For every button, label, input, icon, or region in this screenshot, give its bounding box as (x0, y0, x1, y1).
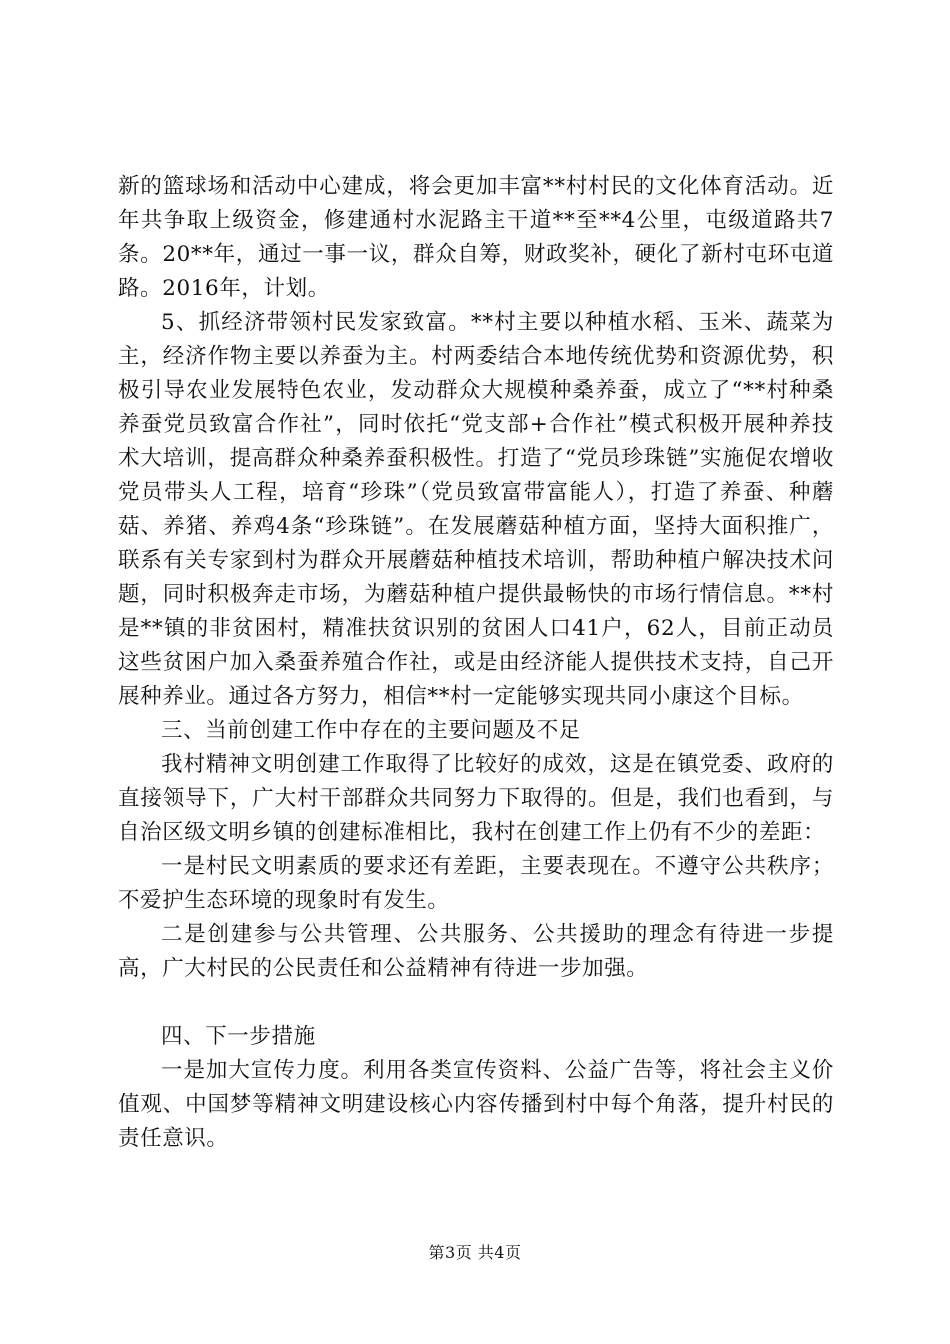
paragraph-continuation: 新的篮球场和活动中心建成，将会更加丰富**村村民的文化体育活动。近年共争取上级资金，修建通村水泥路主干道**至**4公里，屯级道路共7条。20**年，通过一事一议，群众自筹，财政奖补，硬化了新村屯环屯道路。2016年，计划。 (118, 174, 834, 301)
paragraph-section-3-intro: 我村精神文明创建工作取得了比较好的成效，这是在镇党委、政府的直接领导下，广大村干部群众共同努力下取得的。但是，我们也看到，与自治区级文明乡镇的创建标准相比，我村在创建工作上仍有不少的差距： (118, 752, 834, 845)
document-body (118, 170, 834, 1156)
section-heading-3: 三、当前创建工作中存在的主要问题及不足 (161, 718, 581, 743)
paragraph-problem-1: 一是村民文明素质的要求还有差距，主要表现在。不遵守公共秩序；不爱护生态环境的现象时有发生。 (118, 854, 834, 913)
paragraph-problem-2: 二是创建参与公共管理、公共服务、公共援助的理念有待进一步提高，广大村民的公民责任和公益精神有待进一步加强。 (118, 922, 834, 981)
section-heading-4: 四、下一步措施 (161, 1024, 316, 1049)
page-number-footer: 第3页 共4页 (428, 1243, 522, 1262)
paragraph-item-5: 5、抓经济带领村民发家致富。**村主要以种植水稻、玉米、蔬菜为主，经济作物主要以养蚕为主。村两委结合本地传统优势和资源优势，积极引导农业发展特色农业，发动群众大规模种桑养蚕，成立了“**村种桑养蚕党员致富合作社”，同时依托“党支部+合作社”模式积极开展种养技术大培训，提高群众种桑养蚕积极性。打造了“党员珍珠链”实施促农增收党员带头人工程，培育“珍珠”（党员致富带富能人），打造了养蚕、种蘑菇、养猪、养鸡4条“珍珠链”。在发展蘑菇种植方面，坚持大面积推广，联系有关专家到村为群众开展蘑菇种植技术培训，帮助种植户解决技术问题，同时积极奔走市场，为蘑菇种植户提供最畅快的市场行情信息。**村是**镇的非贫困村，精准扶贫识别的贫困人口41户，62人，目前正动员这些贫困户加入桑蚕养殖合作社，或是由经济能人提供技术支持，自己开展种养业。通过各方努力，相信**村一定能够实现共同小康这个目标。 (118, 310, 834, 709)
paragraph-measure-1: 一是加大宣传力度。利用各类宣传资料、公益广告等，将社会主义价值观、中国梦等精神文明建设核心内容传播到村中每个角落，提升村民的责任意识。 (118, 1058, 834, 1151)
